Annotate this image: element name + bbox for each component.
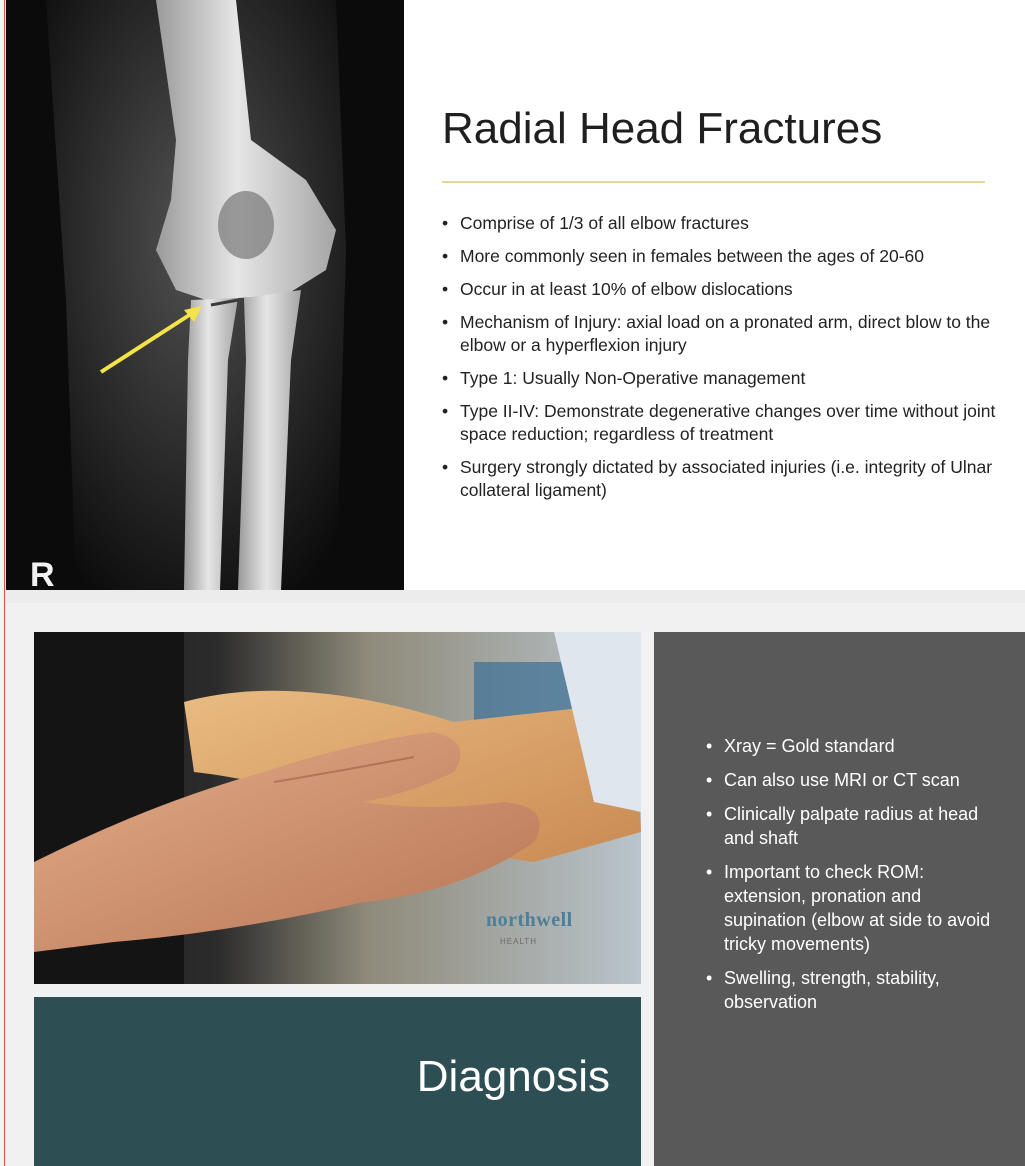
bullet-item: • Surgery strongly dictated by associated injuries (i.e. integrity of Ulnar collateral ligament) xyxy=(440,456,1010,502)
bullet-item: • Xray = Gold standard xyxy=(704,734,994,758)
bullet-item: • Clinically palpate radius at head and shaft xyxy=(704,802,994,850)
bullet-item: • Important to check ROM: extension, pronation and supination (elbow at side to avoid tricky movements) xyxy=(704,860,994,956)
bullet-item: • Type 1: Usually Non-Operative management xyxy=(440,367,1010,390)
bullet-item: • Comprise of 1/3 of all elbow fractures xyxy=(440,212,1010,235)
bullet-item: • More commonly seen in females between the ages of 20-60 xyxy=(440,245,1010,268)
title-box xyxy=(34,997,641,1166)
bullet-item: • Mechanism of Injury: axial load on a pronated arm, direct blow to the elbow or a hyperflexion injury xyxy=(440,311,1010,357)
title-divider xyxy=(442,181,985,183)
northwell-logo-subtitle: HEALTH xyxy=(500,937,537,946)
slide-title: Radial Head Fractures xyxy=(442,104,883,153)
slide-radial-head-fractures[interactable] xyxy=(6,0,1025,590)
bullet-item: • Occur in at least 10% of elbow dislocations xyxy=(440,278,1010,301)
elbow-palpation-photo xyxy=(34,632,641,984)
bullet-item: • Swelling, strength, stability, observation xyxy=(704,966,994,1014)
xray-side-marker: R xyxy=(30,556,55,590)
slide-diagnosis[interactable] xyxy=(6,603,1025,1166)
bullet-item: • Can also use MRI or CT scan xyxy=(704,768,994,792)
elbow-xray-image xyxy=(6,0,404,590)
slide-title: Diagnosis xyxy=(416,1052,610,1101)
margin-rule xyxy=(4,0,5,1166)
bullet-list xyxy=(704,734,994,1024)
bullet-item: • Type II-IV: Demonstrate degenerative changes over time without joint space reduction; regardless of treatment xyxy=(440,400,1010,446)
content-panel xyxy=(654,632,1025,1166)
bullet-list xyxy=(440,212,1010,512)
northwell-logo: northwell xyxy=(486,909,573,931)
